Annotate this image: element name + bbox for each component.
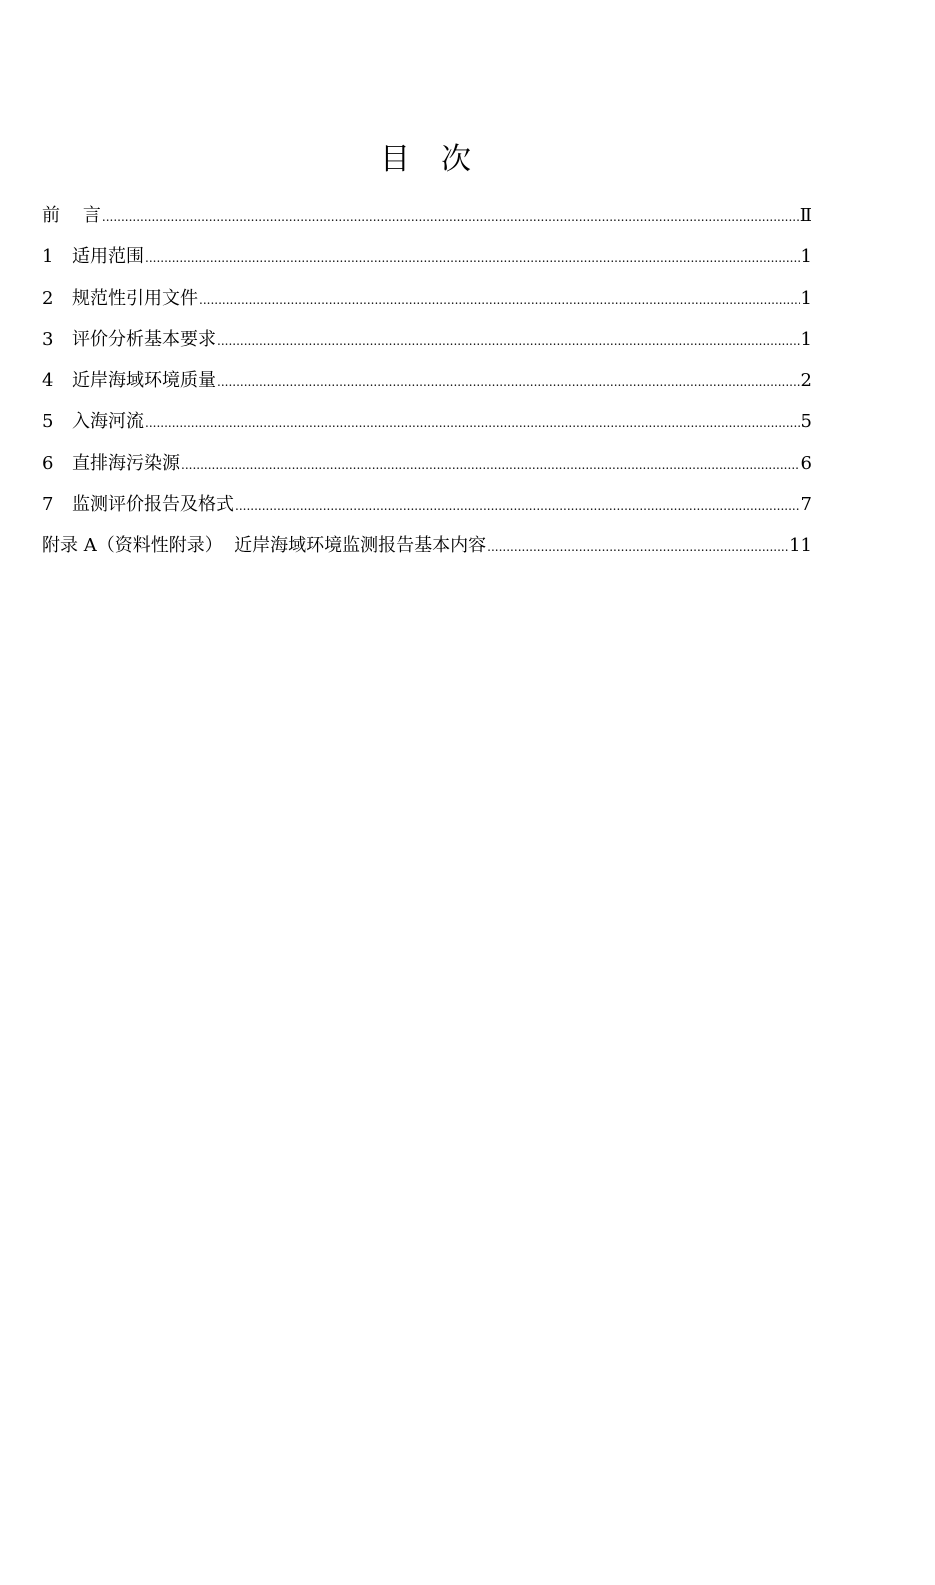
toc-entry-title: 规范性引用文件 <box>72 287 198 309</box>
toc-entry-6[interactable] <box>42 447 812 488</box>
dot-leader <box>181 448 800 482</box>
toc-entry-3[interactable] <box>42 323 812 364</box>
page-title: 目 次 <box>379 142 476 177</box>
toc-page-number: 5 <box>800 411 812 433</box>
toc-page-number: 11 <box>789 535 812 557</box>
toc-entry-7[interactable] <box>42 488 812 529</box>
dot-leader <box>217 324 800 358</box>
toc-page-number: Ⅱ <box>799 205 812 226</box>
dot-leader <box>235 489 800 523</box>
toc-entry-title: 监测评价报告及格式 <box>72 494 234 516</box>
toc-section-number: 5 <box>42 411 54 433</box>
dot-leader <box>199 283 800 317</box>
toc-page-number: 1 <box>800 328 812 350</box>
toc-entry-2[interactable] <box>42 282 812 323</box>
toc-entry-title: 评价分析基本要求 <box>72 328 216 350</box>
toc-entry-appendix-a[interactable] <box>42 529 812 570</box>
toc-entry-foreword[interactable] <box>42 199 812 240</box>
dot-leader <box>102 200 799 234</box>
toc-section-number: 2 <box>42 287 54 309</box>
dot-leader <box>217 365 800 399</box>
toc-page-number: 1 <box>800 287 812 309</box>
toc-entry-title: 适用范围 <box>72 246 144 268</box>
table-of-contents <box>42 199 812 571</box>
toc-page-number: 6 <box>800 452 812 474</box>
toc-entry-title: 近岸海域环境质量 <box>72 370 216 392</box>
toc-entry-title: 附录 A（资料性附录） 近岸海域环境监测报告基本内容 <box>42 535 487 557</box>
dot-leader <box>487 530 788 564</box>
toc-section-number: 3 <box>42 328 54 350</box>
toc-section-number: 1 <box>42 246 54 268</box>
toc-entry-5[interactable] <box>42 405 812 446</box>
toc-section-number: 6 <box>42 452 54 474</box>
toc-entry-title: 入海河流 <box>72 411 144 433</box>
dot-leader <box>145 406 800 440</box>
toc-entry-1[interactable] <box>42 240 812 281</box>
toc-section-number: 4 <box>42 370 54 392</box>
toc-page-number: 7 <box>800 494 812 516</box>
toc-entry-4[interactable] <box>42 364 812 405</box>
toc-entry-title: 前 言 <box>42 205 101 226</box>
dot-leader <box>145 241 800 275</box>
toc-entry-title: 直排海污染源 <box>72 452 180 474</box>
toc-section-number: 7 <box>42 494 54 516</box>
toc-page-number: 2 <box>800 370 812 392</box>
toc-page-number: 1 <box>800 246 812 268</box>
